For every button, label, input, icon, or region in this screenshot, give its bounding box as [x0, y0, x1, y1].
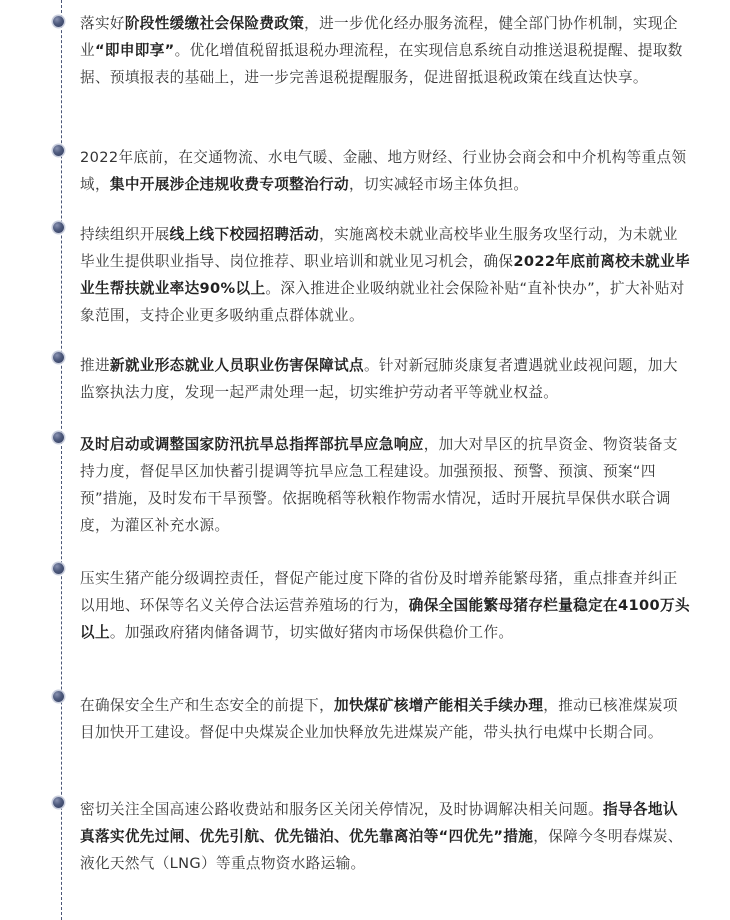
text-segment-bold: 指导各地认真落实优先过闸、优先引航、优先锚泊、优先靠离泊等“四优先”措施 [80, 801, 678, 845]
bullet-dot-icon [53, 691, 64, 702]
bullet-dot-icon [53, 563, 64, 574]
text-segment: 持续组织开展 [80, 226, 170, 243]
text-segment: 。加强政府猪肉储备调节，切实做好猪肉市场保供稳价工作。 [109, 624, 514, 641]
item-text [80, 431, 692, 539]
text-segment: ，保障今冬明春煤炭、液化天然气（LNG）等重点物资水路运输。 [80, 828, 683, 872]
item-text [80, 796, 692, 877]
item-text [80, 144, 692, 198]
text-segment: ，进一步优化经办服务流程，健全部门协作机制，实现企业 [80, 15, 678, 59]
text-segment-bold: 新就业形态就业人员职业伤害保障试点 [109, 357, 364, 374]
text-segment-bold: “即申即享” [94, 42, 175, 59]
text-segment-bold: 加快煤矿核增产能相关手续办理 [334, 697, 544, 714]
bullet-dot-icon [53, 222, 64, 233]
timeline-line [61, 0, 62, 920]
text-segment: ，推动已核准煤炭项目加快开工建设。督促中央煤炭企业加快释放先进煤炭产能，带头执行电煤中长期合同。 [80, 697, 678, 741]
text-segment: 。优化增值税留抵退税办理流程，在实现信息系统自动推送退税提醒、提取数据、预填报表的基础上，进一步完善退税提醒服务，促进留抵退税政策在线直达快享。 [80, 42, 683, 86]
text-segment: ，切实减轻市场主体负担。 [349, 176, 529, 193]
bullet-dot-icon [53, 797, 64, 808]
bullet-dot-icon [53, 432, 64, 443]
bullet-dot-icon [53, 16, 64, 27]
text-segment: 。针对新冠肺炎康复者遭遇就业歧视问题，加大监察执法力度，发现一起严肃处理一起，切实维护劳动者平等就业权益。 [80, 357, 678, 401]
text-segment: 压实生猪产能分级调控责任，督促产能过度下降的省份及时增养能繁母猪，重点排查并纠正以用地、环保等名义关停合法运营养殖场的行为， [80, 570, 678, 614]
text-segment: 2022年底前，在交通物流、水电气暖、金融、地方财经、行业协会商会和中介机构等重点领域， [80, 149, 687, 193]
bullet-dot-icon [53, 352, 64, 363]
item-text [80, 352, 692, 406]
text-segment: 在确保安全生产和生态安全的前提下， [80, 697, 335, 714]
text-segment-bold: 阶段性缓缴社会保险费政策 [124, 15, 305, 32]
text-segment-bold: 2022年底前离校未就业毕业生帮扶就业率达90%以上 [80, 253, 690, 297]
text-segment-bold: 集中开展涉企违规收费专项整治行动 [109, 176, 349, 193]
item-text [80, 10, 692, 91]
text-segment: 密切关注全国高速公路收费站和服务区关闭关停情况，及时协调解决相关问题。 [80, 801, 604, 818]
bullet-dot-icon [53, 145, 64, 156]
text-segment: ，实施离校未就业高校毕业生服务攻坚行动，为未就业毕业生提供职业指导、岗位推荐、职业培训和就业见习机会，确保 [80, 226, 678, 270]
text-segment: 推进 [80, 357, 110, 374]
item-text [80, 221, 692, 329]
text-segment-bold: 确保全国能繁母猪存栏量稳定在4100万头以上 [80, 597, 690, 641]
text-segment-bold: 及时启动或调整国家防汛抗旱总指挥部抗旱应急响应 [80, 436, 424, 453]
text-segment-bold: 线上线下校园招聘活动 [169, 226, 320, 243]
text-segment: 。深入推进企业吸纳就业社会保险补贴“直补快办”，扩大补贴对象范围，支持企业更多吸纳重点群体就业。 [80, 280, 685, 324]
text-segment: ，加大对旱区的抗旱资金、物资装备支持力度，督促旱区加快蓄引提调等抗旱应急工程建设。加强预报、预警、预演、预案“四预”措施，及时发布干旱预警。依据晚稻等秋粮作物需水情况，适时开展抗旱保供水联合调度，为灌区补充水源。 [80, 436, 678, 534]
item-text [80, 692, 692, 746]
text-segment: 落实好 [80, 15, 125, 32]
item-text [80, 565, 692, 646]
